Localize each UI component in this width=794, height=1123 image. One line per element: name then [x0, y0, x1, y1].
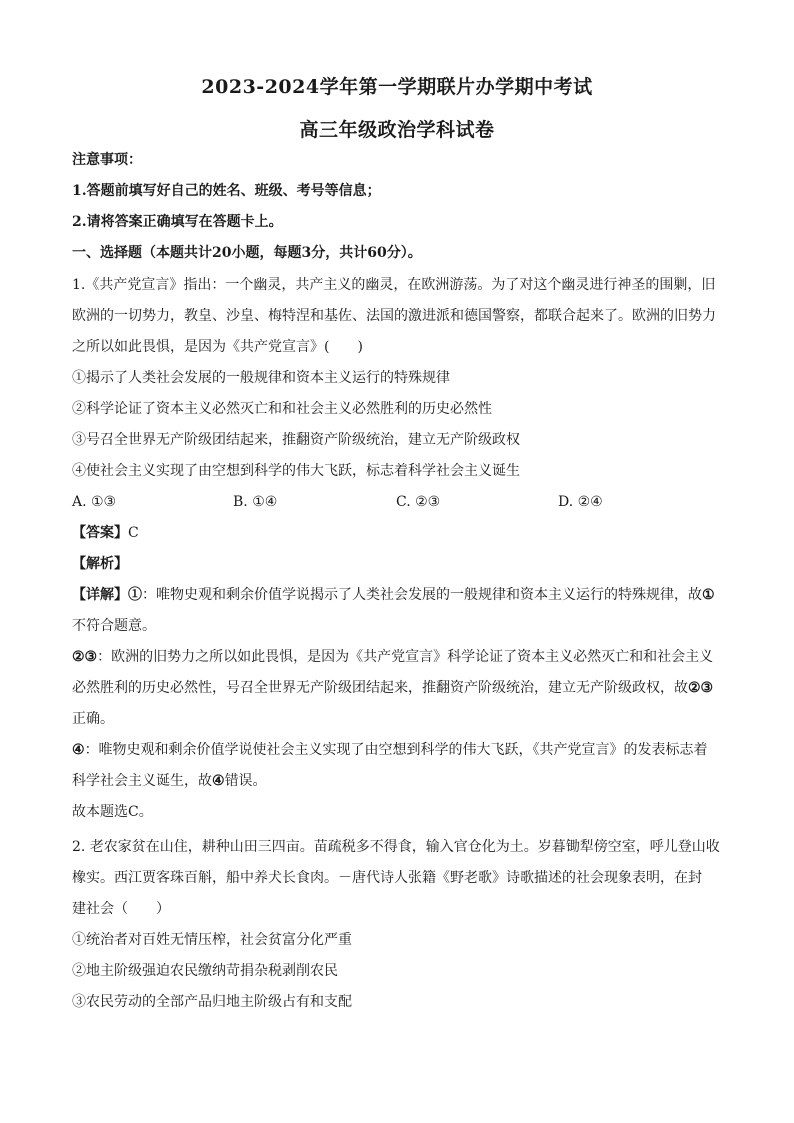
answer-value: C — [128, 525, 139, 541]
detail-3-text: ：唯物史观和剩余价值学说使社会主义实现了由空想到科学的伟大飞跃，《共产党宣言》的发表标志着 — [84, 742, 708, 758]
q1-statement-3: ③号召全世界无产阶级团结起来，推翻资产阶级统治，建立无产阶级政权 — [72, 432, 520, 448]
q1-answer — [72, 523, 732, 543]
section-heading: 一、选择题（本题共计20小题，每题3分，共计60分）。 — [72, 245, 422, 261]
q2-stem-line-2: 橡实。西江贾客珠百斛，船中养犬长食肉。－唐代诗人张籍《野老歌》诗歌描述的社会现象表明，在封 — [72, 870, 702, 886]
detail-1-circ: ① — [702, 587, 715, 603]
detail-3-text-2b: 错误。 — [224, 773, 267, 789]
q1-stem-line-3: 之所以如此畏惧，是因为《共产党宣言》( ) — [72, 339, 363, 355]
q1-statement-1: ①揭示了人类社会发展的一般规律和资本主义运行的特殊规律 — [72, 370, 450, 386]
detail-2-marker: ②③ — [72, 649, 98, 665]
q1-statement-4: ④使社会主义实现了由空想到科学的伟大飞跃，标志着科学社会主义诞生 — [72, 463, 520, 479]
detail-3-circ: ④ — [212, 773, 225, 789]
analysis-label: 【解析】 — [72, 556, 128, 572]
q2-statement-3: ③农民劳动的全部产品归地主阶级占有和支配 — [72, 994, 352, 1010]
answer-label: 【答案】 — [72, 525, 128, 541]
detail-1-marker: ① — [128, 587, 142, 603]
detail-line-1 — [72, 585, 732, 605]
exam-subtitle: 高三年级政治学科试卷 — [299, 119, 495, 141]
detail-label: 【详解】 — [72, 587, 128, 603]
q1-stem-line-2: 欧洲的一切势力，教皇、沙皇、梅特涅和基佐、法国的激进派和德国警察，都联合起来了。欧洲的旧势力 — [72, 308, 716, 324]
exam-title: 2023-2024学年第一学期联片办学期中考试 — [201, 76, 593, 98]
q2-statement-1: ①统治者对百姓无情压榨，社会贫富分化严重 — [72, 932, 352, 948]
q1-conclusion: 故本题选C。 — [72, 804, 153, 820]
q1-option-a: A. ①③ — [72, 494, 117, 510]
q2-stem-line-1: 2. 老农家贫在山住，耕种山田三四亩。苗疏税多不得食，输入官仓化为土。岁暮锄犁傍空室，呼儿登山收 — [72, 839, 720, 855]
q1-option-b: B. ①④ — [233, 494, 278, 510]
q2-stem-line-3: 建社会（ ） — [72, 901, 170, 917]
detail-line-6 — [72, 740, 732, 760]
detail-3-text-2a: 科学社会主义诞生，故 — [72, 773, 212, 789]
q1-option-d: D. ②④ — [558, 494, 603, 510]
detail-line-4 — [72, 678, 732, 698]
detail-line-7 — [72, 771, 732, 791]
notice-item-1: 1.答题前填写好自己的姓名、班级、考号等信息； — [72, 183, 381, 199]
detail-line-5: 正确。 — [72, 711, 114, 727]
detail-2-circ: ②③ — [688, 680, 714, 696]
q1-option-c: C. ②③ — [396, 494, 441, 510]
q2-statement-2: ②地主阶级强迫农民缴纳苛捐杂税剥削农民 — [72, 963, 338, 979]
notice-heading: 注意事项： — [72, 152, 142, 168]
detail-line-2: 不符合题意。 — [72, 618, 156, 634]
detail-3-marker: ④ — [72, 742, 85, 758]
detail-1-text: ：唯物史观和剩余价值学说揭示了人类社会发展的一般规律和资本主义运行的特殊规律，故 — [142, 587, 702, 603]
detail-2-text: ：欧洲的旧势力之所以如此畏惧，是因为《共产党宣言》科学论证了资本主义必然灭亡和和社会主义 — [97, 649, 714, 665]
q1-stem-line-1: 1.《共产党宣言》指出：一个幽灵，共产主义的幽灵，在欧洲游荡。为了对这个幽灵进行神圣的围剿，旧 — [72, 277, 716, 293]
detail-line-3 — [72, 647, 732, 667]
detail-2-text-2: 必然胜利的历史必然性，号召全世界无产阶级团结起来，推翻资产阶级统治，建立无产阶级政权，故 — [72, 680, 688, 696]
q1-statement-2: ②科学论证了资本主义必然灭亡和和社会主义必然胜利的历史必然性 — [72, 401, 492, 417]
notice-item-2: 2.请将答案正确填写在答题卡上。 — [72, 214, 283, 230]
